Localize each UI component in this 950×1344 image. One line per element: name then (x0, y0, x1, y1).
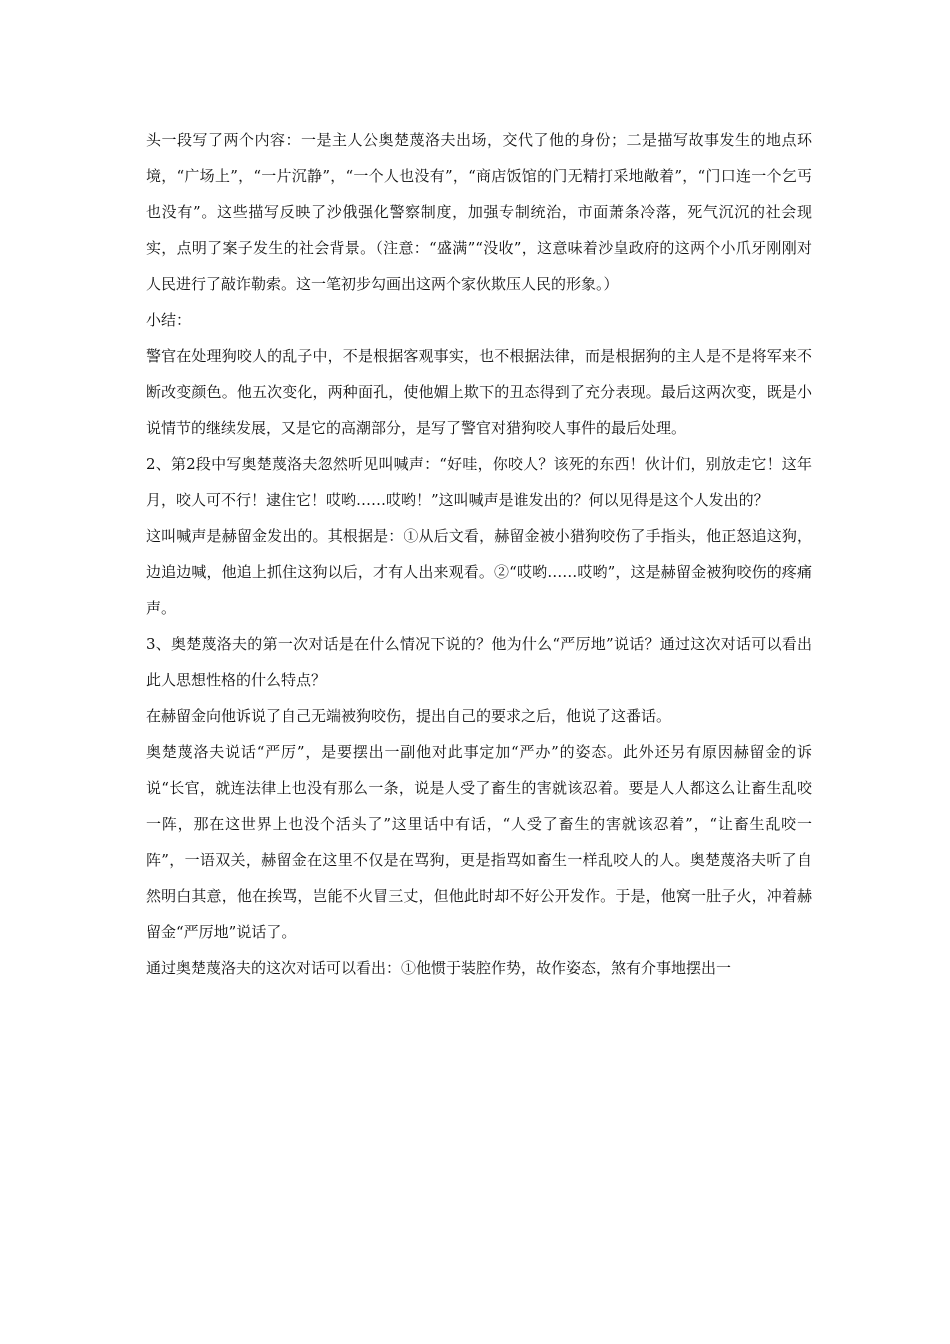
paragraph-setting-analysis: 头一段写了两个内容：一是主人公奥楚蔑洛夫出场，交代了他的身份；二是描写故事发生的地点环境，“广场上”，“一片沉静”，“一个人也没有”，“商店饭馆的门无精打采地敞着”，“门口连一个乞丐也没有”。这些描写反映了沙俄强化警察制度，加强专制统治，市面萧条冷落，死气沉沉的社会现实，点明了案子发生的社会背景。（注意：“盛满”“没收”，这意味着沙皇政府的这两个小爪牙刚刚对人民进行了敲诈勒索。这一笔初步勾画出这两个家伙欺压人民的形象。） (146, 131, 812, 293)
paragraph-answer-3c: 通过奥楚蔑洛夫的这次对话可以看出：①他惯于装腔作势，故作姿态，煞有介事地摆出一 (146, 959, 732, 977)
paragraph-question-3: 3、奥楚蔑洛夫的第一次对话是在什么情况下说的？他为什么“严厉地”说话？通过这次对话可以看出此人思想性格的什么特点？ (146, 635, 812, 689)
paragraph-question-2: 2、第2段中写奥楚蔑洛夫忽然听见叫喊声：“好哇，你咬人？该死的东西！伙计们，别放走它！这年月，咬人可不行！逮住它！哎哟……哎哟！”这叫喊声是谁发出的？何以见得是这个人发出的？ (146, 455, 812, 509)
paragraph-answer-3a: 在赫留金向他诉说了自己无端被狗咬伤，提出自己的要求之后，他说了这番话。 (146, 707, 672, 725)
paragraph-answer-2: 这叫喊声是赫留金发出的。其根据是：①从后文看，赫留金被小猎狗咬伤了手指头，他正怒追这狗，边追边喊，他追上抓住这狗以后，才有人出来观看。②“哎哟……哎哟”，这是赫留金被狗咬伤的疼痛声。 (146, 527, 812, 617)
paragraph-summary-heading: 小结： (146, 311, 192, 329)
paragraph-answer-3b: 奥楚蔑洛夫说话“严厉”，是要摆出一副他对此事定加“严办”的姿态。此外还另有原因赫留金的诉说“长官，就连法律上也没有那么一条，说是人受了畜生的害就该忍着。要是人人都这么让畜生乱咬一阵，那在这世界上也没个活头了”这里话中有话，“人受了畜生的害就该忍着”，“让畜生乱咬一阵”，一语双关，赫留金在这里不仅是在骂狗，更是指骂如畜生一样乱咬人的人。奥楚蔑洛夫听了自然明白其意，他在挨骂，岂能不火冒三丈，但他此时却不好公开发作。于是，他窝一肚子火，冲着赫留金“严厉地”说话了。 (146, 743, 812, 941)
document-body (146, 122, 812, 986)
paragraph-summary: 警官在处理狗咬人的乱子中，不是根据客观事实，也不根据法律，而是根据狗的主人是不是将军来不断改变颜色。他五次变化，两种面孔，使他媚上欺下的丑态得到了充分表现。最后这两次变，既是小说情节的继续发展，又是它的高潮部分，是写了警官对猎狗咬人事件的最后处理。 (146, 347, 812, 437)
